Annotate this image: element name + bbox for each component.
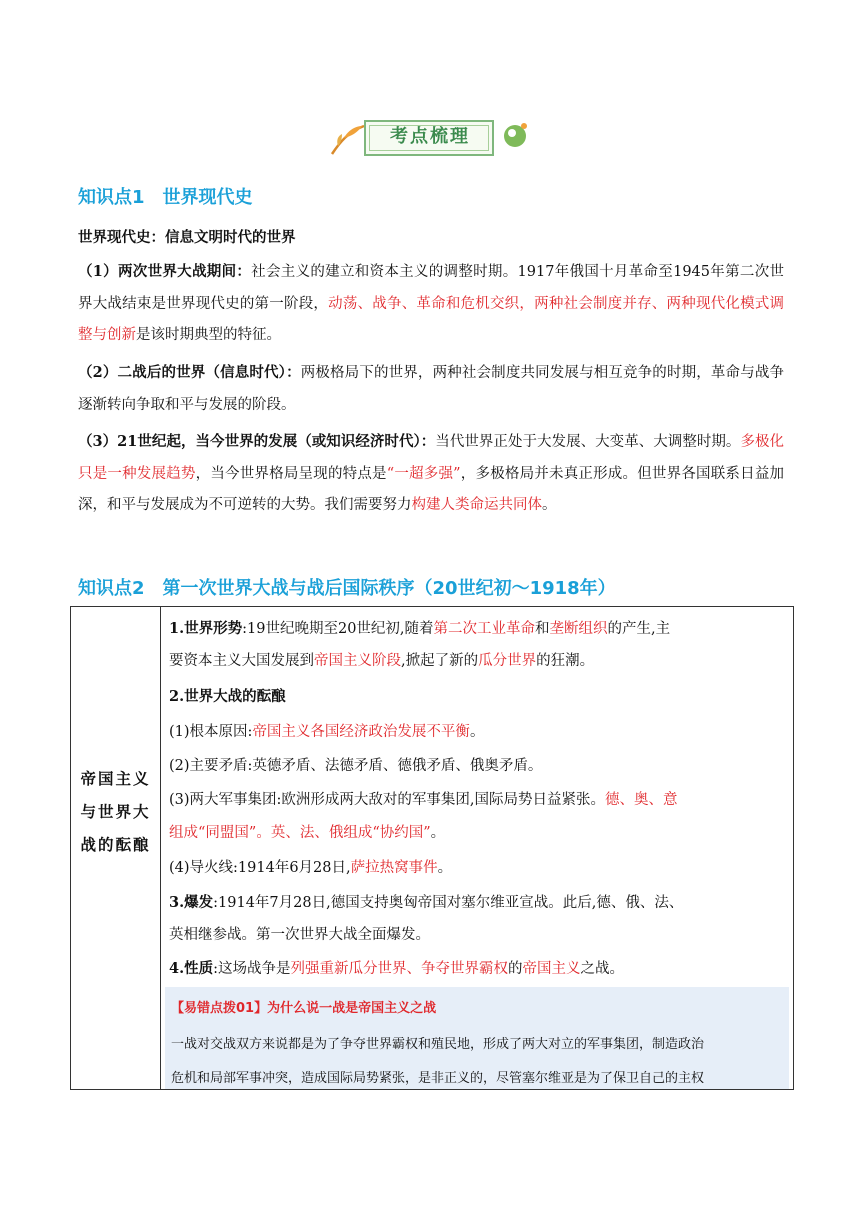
- content-line-6: [169, 790, 787, 810]
- error-tip-box: [165, 987, 789, 1090]
- line11-text-2: 的: [508, 961, 523, 977]
- line2-text-2: ,掀起了新的: [401, 653, 479, 669]
- line4-red-1: 帝国主义各国经济政治发展不平衡: [252, 724, 470, 740]
- line4-text-2: 。: [469, 724, 485, 740]
- k1-subtitle: 世界现代史：信息文明时代的世界: [78, 229, 296, 246]
- error-tip-line-2: 危机和局部军事冲突，造成国际局势紧张，是非正义的，尽管塞尔维亚是为了保卫自己的主权: [171, 1071, 705, 1086]
- table-label-cell: [71, 607, 161, 1089]
- table-content-cell: [161, 607, 793, 1089]
- p3-highlight-3: 构建人类命运共同体: [411, 497, 542, 513]
- line2-text-3: 的狂潮。: [536, 653, 595, 669]
- content-line-1: [169, 619, 787, 639]
- p2-label: （2）二战后的世界（信息时代）：: [78, 364, 301, 381]
- line8-text-2: 。: [437, 860, 453, 876]
- line5-text-1: (2)主要矛盾:英德矛盾、法德矛盾、德俄矛盾、俄奥矛盾。: [169, 758, 543, 774]
- line11-text-3: 之战。: [580, 961, 625, 977]
- content-line-9: [169, 893, 787, 913]
- line1-text-3: 的产生,主: [607, 621, 671, 637]
- banner-title: 考点梳理: [390, 126, 470, 147]
- content-line-2: [169, 651, 787, 671]
- k2-heading: 知识点2 第一次世界大战与战后国际秩序（20世纪初～1918年）: [78, 578, 616, 599]
- line4-text-1: (1)根本原因:: [169, 724, 253, 740]
- k1-heading: 知识点1 世界现代史: [78, 187, 253, 208]
- line8-red-1: 萨拉热窝事件: [350, 860, 438, 876]
- p3-text-2: ，当今世界格局呈现的特点是: [195, 465, 387, 482]
- line1-red-2: 垄断组织: [549, 621, 608, 637]
- line1-text-2: 和: [535, 621, 550, 637]
- ball-icon: [500, 120, 530, 150]
- p1-highlight: 动荡、战争、革命和危机交织，两种社会制度并存、两种现代化模式调整与创新: [78, 295, 785, 343]
- line11-red-2: 帝国主义: [522, 961, 581, 977]
- line1-red-1: 第二次工业革命: [433, 621, 536, 637]
- line8-text-1: (4)导火线:1914年6月28日,: [169, 860, 351, 876]
- k1-paragraph-1: [78, 256, 784, 352]
- p3-highlight-1: 多极化只是一种发展趋势: [78, 434, 785, 482]
- content-line-10: [169, 925, 787, 945]
- line10-text-1: 英相继参战。第一次世界大战全面爆发。: [169, 927, 430, 943]
- content-line-11: [169, 959, 787, 979]
- content-line-4: [169, 722, 787, 742]
- line1-bold: 1.世界形势: [169, 620, 243, 637]
- line2-red-2: 瓜分世界: [478, 653, 537, 669]
- content-line-3: [169, 687, 787, 707]
- p3-label: （3）21世纪起，当今世界的发展（或知识经济时代）：: [78, 433, 436, 450]
- line11-red-1: 列强重新瓜分世界、争夺世界霸权: [290, 961, 509, 977]
- p2-text-1: 两极格局下的世界，两种社会制度共同发展与相互竞争的时期，革命与战争逐渐转向争取和平与发展的阶段。: [78, 365, 785, 413]
- line1-text-1: :19世纪晚期至20世纪初,随着: [242, 621, 434, 637]
- line6-red-1: 德、奥、意: [605, 792, 678, 808]
- row-label: 帝国主义与世界大战的酝酿: [80, 770, 151, 854]
- k1-paragraph-2: [78, 357, 784, 421]
- p1-text-1: 社会主义的建立和资本主义的调整时期。1917年俄国十月革命至1945年第二次世界大战结束是世界现代史的第一阶段，: [78, 264, 784, 312]
- section-banner: [330, 116, 530, 166]
- line7-red-1: 组成“同盟国”。英、法、俄组成“协约国”: [169, 825, 431, 841]
- line2-text-1: 要资本主义大国发展到: [169, 653, 314, 669]
- k1-paragraph-3: [78, 426, 784, 522]
- content-line-7: [169, 823, 787, 843]
- line9-text-1: :1914年7月28日,德国支持奥匈帝国对塞尔维亚宣战。此后,德、俄、法、: [213, 895, 684, 911]
- content-line-5: [169, 756, 787, 776]
- p3-text-1: 当代世界正处于大发展、大变革、大调整时期。: [435, 434, 741, 450]
- p3-text-4: 。: [542, 497, 557, 513]
- error-tip-title: 【易错点拨01】为什么说一战是帝国主义之战: [171, 1001, 437, 1016]
- knowledge-table: [70, 606, 794, 1090]
- line7-text-1: 。: [430, 825, 446, 841]
- line2-red-1: 帝国主义阶段: [314, 653, 401, 669]
- error-tip-line-1: 一战对交战双方来说都是为了争夺世界霸权和殖民地，形成了两大对立的军事集团，制造政治: [171, 1037, 705, 1052]
- line3-bold: 2.世界大战的酝酿: [169, 688, 286, 705]
- content-line-8: [169, 858, 787, 878]
- p1-text-2: 是该时期典型的特征。: [136, 327, 281, 343]
- line6-text-1: (3)两大军事集团:欧洲形成两大敌对的军事集团,国际局势日益紧张。: [169, 792, 606, 808]
- p3-highlight-2: “一超多强”: [386, 465, 461, 482]
- p1-label: （1）两次世界大战期间：: [78, 263, 252, 280]
- p3-text-3: ，多极格局并未真正形成。但世界各国联系日益加深，和平与发展成为不可逆转的大势。我们需要努力: [78, 465, 785, 513]
- line11-bold: 4.性质: [169, 960, 214, 977]
- line9-bold: 3.爆发: [169, 894, 214, 911]
- line11-text-1: :这场战争是: [213, 961, 291, 977]
